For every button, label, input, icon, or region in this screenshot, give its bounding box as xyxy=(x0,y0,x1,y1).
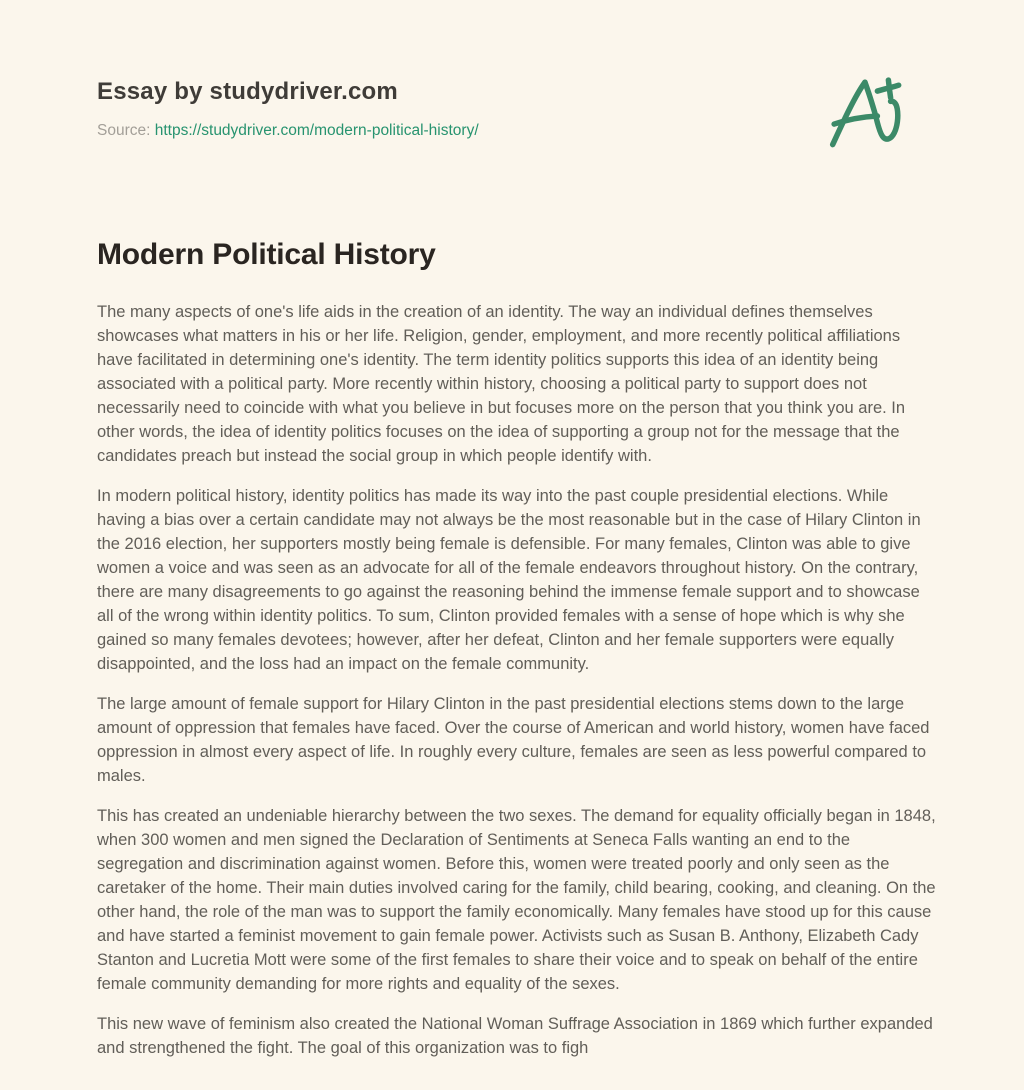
document-content xyxy=(97,0,937,1076)
essay-paragraph: This new wave of feminism also created the National Woman Suffrage Association in 1869 which further expanded and strengthened the fight. The goal of this organization was to figh xyxy=(97,1015,933,1057)
source-line xyxy=(97,122,937,140)
essay-paragraph: The large amount of female support for Hilary Clinton in the past presidential elections stems down to the large amount of oppression that females have faced. Over the course of American and world history, women have faced oppression in almost every aspect of life. In roughly every culture, females are seen as less powerful compared to males. xyxy=(97,695,930,785)
essay-paragraph: The many aspects of one's life aids in the creation of an identity. The way an individual defines themselves showcases what matters in his or her life. Religion, gender, employment, and more recently political affiliations have facilitated in determining one's identity. The term identity politics supports this idea of an identity being associated with a political party. More recently within history, choosing a political party to support does not necessarily need to coincide with what you believe in but focuses more on the person that you think you are. In other words, the idea of identity politics focuses on the idea of supporting a group not for the message that the candidates preach but instead the social group in which people identify with. xyxy=(97,303,906,465)
essay-paragraph: In modern political history, identity politics has made its way into the past couple presidential elections. While having a bias over a certain candidate may not always be the most reasonable but in the case of Hilary Clinton in the 2016 election, her supporters mostly being female is defensible. For many females, Clinton was able to give women a voice and was seen as an advocate for all of the female endeavors throughout history. On the contrary, there are many disagreements to go against the reasoning behind the immense female support and to showcase all of the wrong within identity politics. To sum, Clinton provided females with a sense of hope which is why she gained so many females devotees; however, after her defeat, Clinton and her female supporters were equally disappointed, and the loss had an impact on the female community. xyxy=(97,487,921,673)
source-url-link[interactable]: https://studydriver.com/modern-political-history/ xyxy=(154,122,479,139)
essay-paragraph: This has created an undeniable hierarchy between the two sexes. The demand for equality officially began in 1848, when 300 women and men signed the Declaration of Sentiments at Seneca Falls wanting an end to the segregation and discrimination against women. Before this, women were treated poorly and only seen as the caretaker of the home. Their main duties involved caring for the family, child bearing, cooking, and cleaning. On the other hand, the role of the man was to support the family economically. Many females have stood up for this cause and have started a feminist movement to gain female power. Activists such as Susan B. Anthony, Elizabeth Cady Stanton and Lucretia Mott were some of the first females to share their voice and to speak on behalf of the entire female community demanding for more rights and equality of the sexes. xyxy=(97,807,936,993)
essay-body xyxy=(97,300,937,1060)
page-title: Essay by studydriver.com xyxy=(97,78,398,105)
essay-title: Modern Political History xyxy=(97,238,436,271)
source-label: Source: xyxy=(97,122,151,139)
